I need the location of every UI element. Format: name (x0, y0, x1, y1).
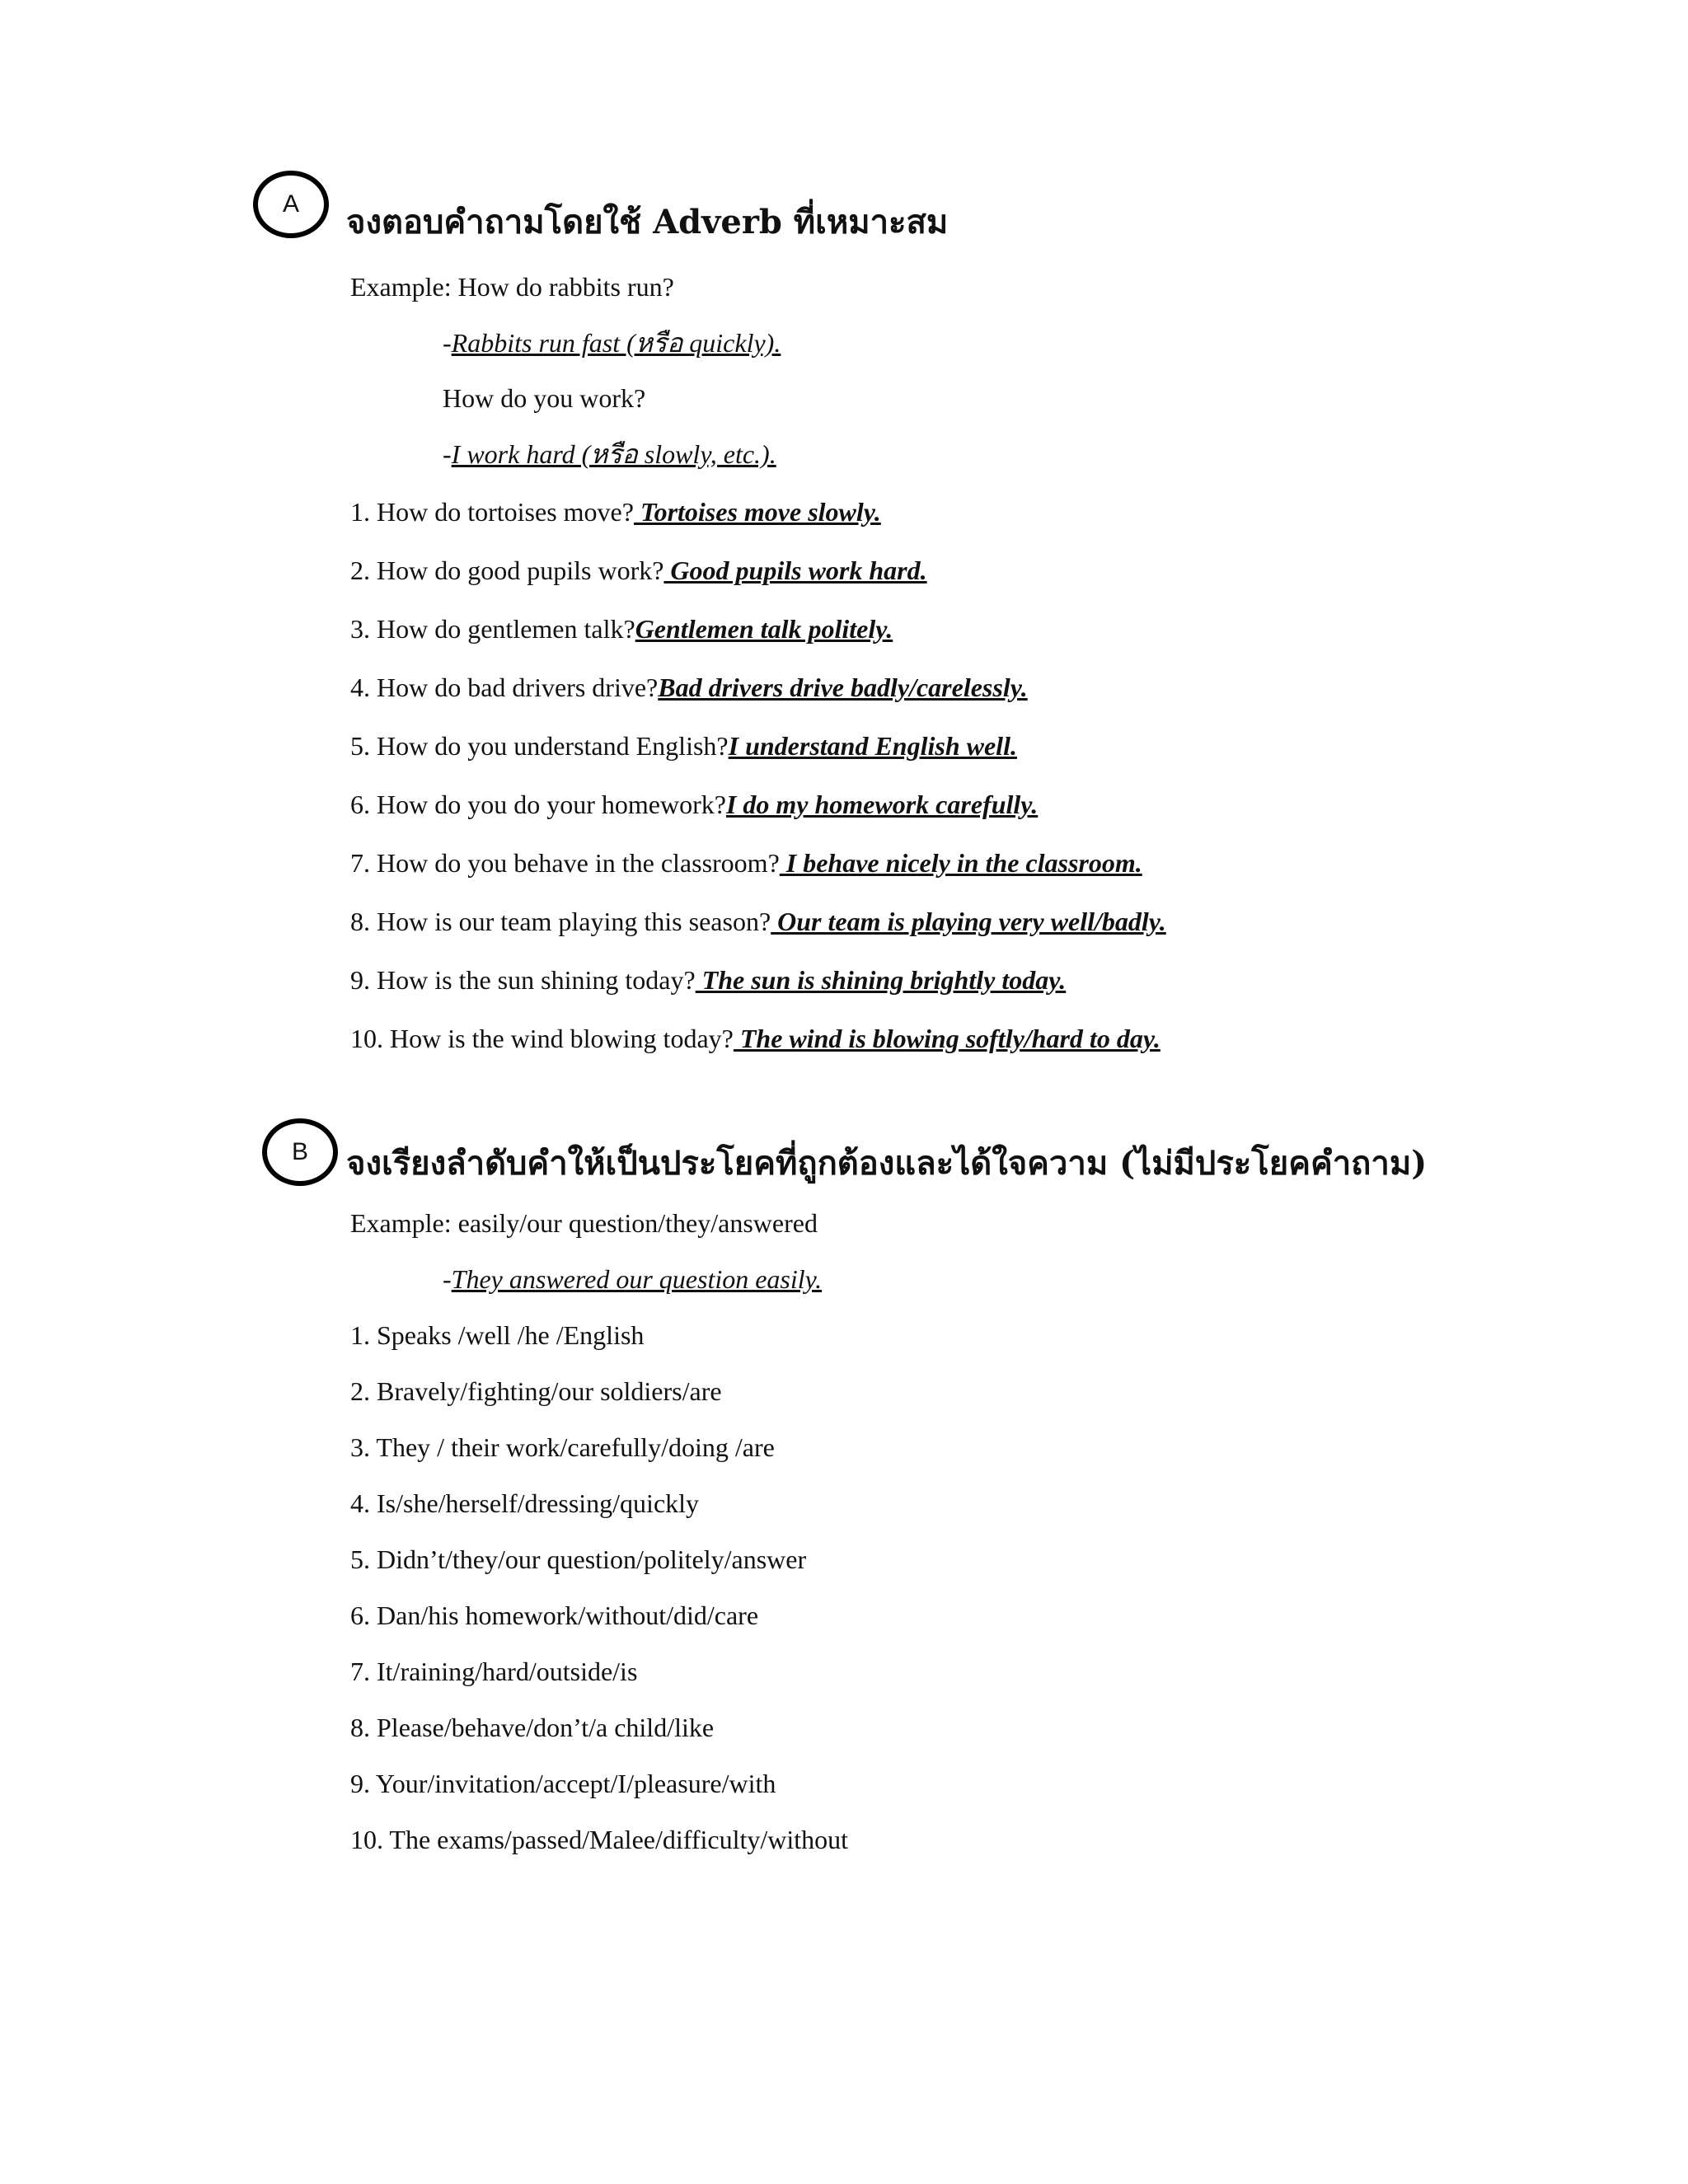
section-b-badge: B (262, 1118, 338, 1186)
list-item: 5. Didn’t/they/our question/politely/answer (350, 1544, 807, 1574)
section-a-example-question: Example: How do rabbits run? (350, 272, 674, 302)
section-b-example-question: Example: easily/our question/they/answered (350, 1208, 818, 1238)
section-a-example-answer-2: I work hard (หรือ slowly, etc.). (451, 439, 776, 469)
section-a-example-answer: Rabbits run fast (หรือ quickly). (451, 328, 781, 358)
list-item: 6. Dan/his homework/without/did/care (350, 1601, 759, 1630)
section-b-example-answer: They answered our question easily. (451, 1264, 823, 1294)
answer-text: Good pupils work hard. (663, 555, 927, 585)
answer-text: Our team is playing very well/badly. (771, 907, 1166, 936)
section-a-example-question-2: How do you work? (443, 383, 646, 413)
answer-text: I understand English well. (728, 731, 1017, 761)
section-a-example-answer-prefix: - (443, 328, 452, 358)
answer-text: Tortoises move slowly. (633, 497, 881, 527)
answer-text: I behave nicely in the classroom. (779, 848, 1142, 878)
question-text: 4. How do bad drivers drive? (350, 673, 659, 702)
list-item: 2. Bravely/fighting/our soldiers/are (350, 1376, 722, 1406)
list-item: 8. Please/behave/don’t/a child/like (350, 1713, 715, 1742)
list-item (350, 557, 927, 583)
question-text: 10. How is the wind blowing today? (350, 1024, 734, 1053)
list-item (350, 733, 1017, 759)
answer-text: Gentlemen talk politely. (635, 614, 893, 644)
section-b-heading: จงเรียงลำดับคำให้เป็นประโยคที่ถูกต้องและได้ใจความ (ไม่มีประโยคคำถาม) (346, 1144, 1428, 1183)
question-text: 7. How do you behave in the classroom? (350, 848, 780, 878)
list-item: 10. The exams/passed/Malee/difficulty/without (350, 1825, 849, 1854)
list-item: 4. Is/she/herself/dressing/quickly (350, 1488, 700, 1518)
list-item: 9. Your/invitation/accept/I/pleasure/with (350, 1769, 776, 1798)
list-item (350, 908, 1166, 935)
list-item (350, 1025, 1160, 1052)
list-item: 3. They / their work/carefully/doing /are (350, 1432, 775, 1462)
section-a-badge: A (253, 171, 329, 238)
question-text: 6. How do you do your homework? (350, 790, 726, 819)
section-a-example-answer-2-line (443, 441, 776, 467)
question-text: 2. How do good pupils work? (350, 555, 664, 585)
section-a-heading: จงตอบคำถามโดยใช้ Adverb ที่เหมาะสม (346, 203, 949, 241)
question-text: 1. How do tortoises move? (350, 497, 634, 527)
question-text: 9. How is the sun shining today? (350, 965, 696, 995)
section-a-example-answer-line (443, 330, 781, 356)
section-b-example-answer-prefix: - (443, 1264, 452, 1294)
list-item (350, 791, 1038, 818)
list-item (350, 616, 893, 642)
question-text: 3. How do gentlemen talk? (350, 614, 635, 644)
answer-text: Bad drivers drive badly/carelessly. (658, 673, 1028, 702)
question-text: 5. How do you understand English? (350, 731, 729, 761)
list-item (350, 674, 1028, 701)
list-item: 7. It/raining/hard/outside/is (350, 1657, 638, 1686)
list-item (350, 967, 1066, 993)
section-a-example-answer-2-prefix: - (443, 439, 452, 469)
answer-text: The wind is blowing softly/hard to day. (733, 1024, 1160, 1053)
section-b-example-answer-line (443, 1266, 822, 1292)
list-item (350, 850, 1142, 876)
question-text: 8. How is our team playing this season? (350, 907, 771, 936)
list-item (350, 499, 881, 525)
answer-text: The sun is shining brightly today. (695, 965, 1067, 995)
list-item: 1. Speaks /well /he /English (350, 1320, 645, 1350)
answer-text: I do my homework carefully. (725, 790, 1039, 819)
